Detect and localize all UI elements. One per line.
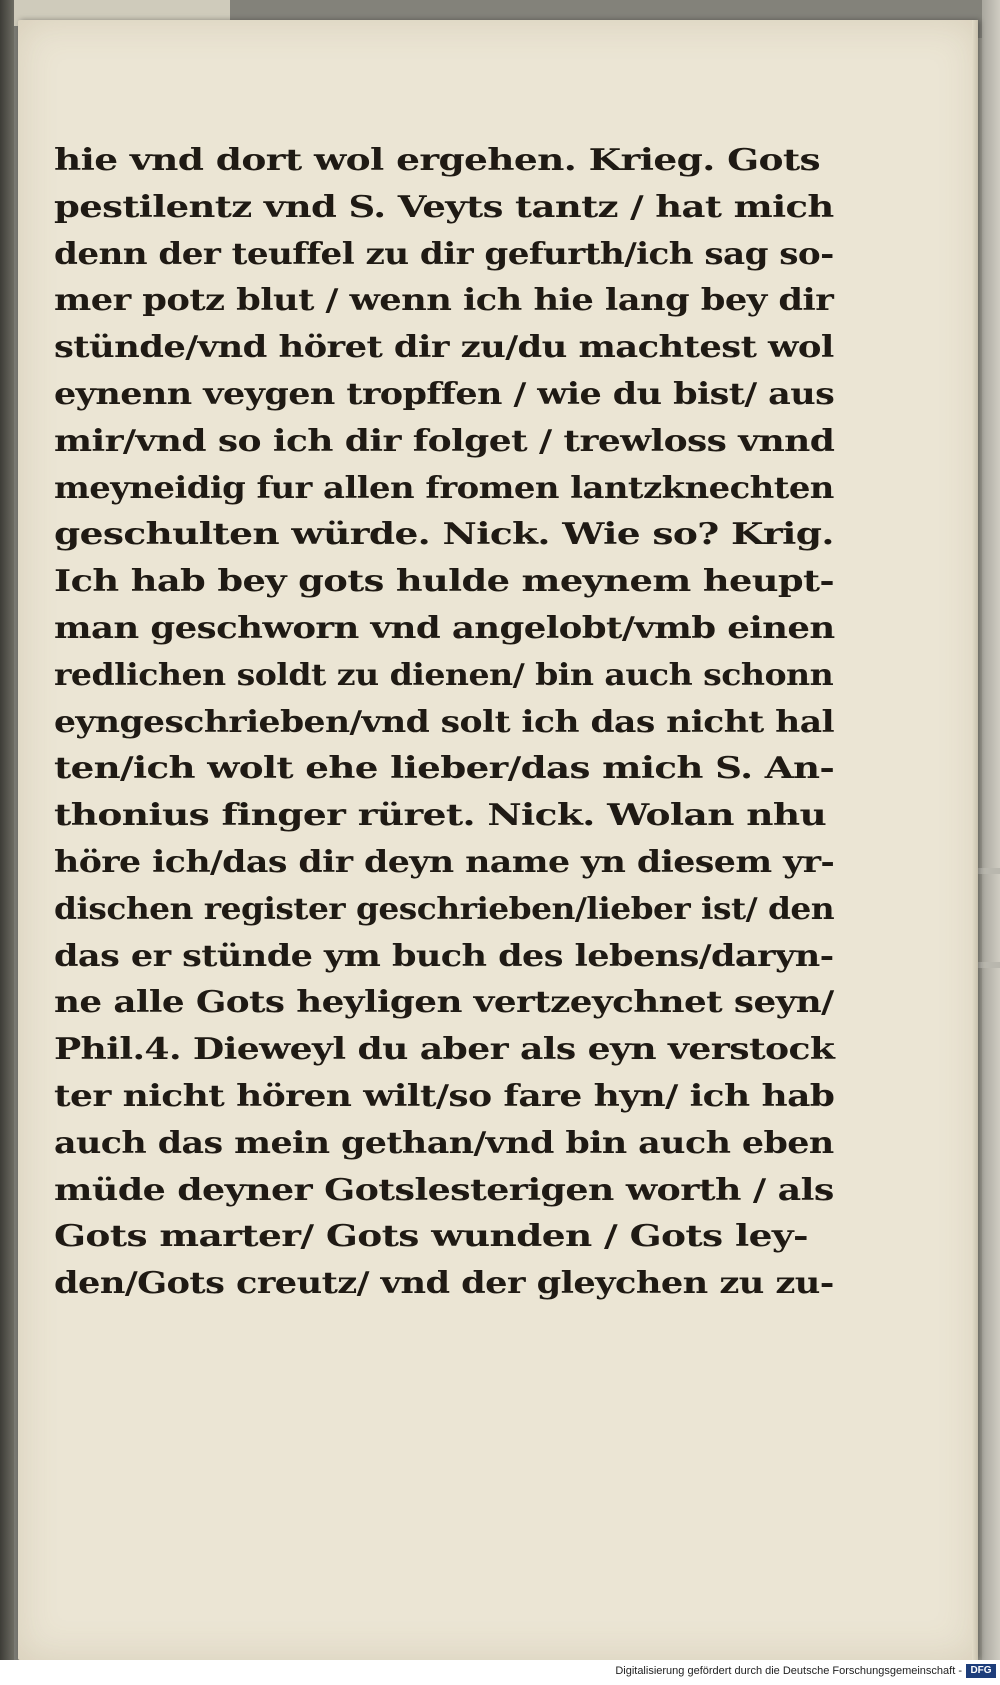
scan-left-edge xyxy=(0,0,14,1660)
text-line: auch das mein gethan/vnd bin auch eben xyxy=(54,1125,834,1161)
dfg-logo: DFG xyxy=(966,1664,996,1678)
text-line: eyngeschrieben/vnd solt ich das nicht hal xyxy=(54,704,835,740)
text-line: ne alle Gots heyligen vertzeychnet seyn/ xyxy=(54,985,834,1021)
text-line: das er stünde ym buch des lebens/daryn- xyxy=(54,938,834,974)
text-line: meyneidig fur allen fromen lantzknechten xyxy=(54,470,834,506)
digitization-credit: Digitalisierung gefördert durch die Deutsche Forschungsgemeinschaft - xyxy=(615,1665,962,1677)
text-line: stünde/vnd höret dir zu/du machtest wol xyxy=(54,330,834,366)
text-line: hie vnd dort wol ergehen. Krieg. Gots xyxy=(54,143,821,178)
footer-bar xyxy=(0,1660,1000,1685)
page-edge xyxy=(972,20,978,1660)
text-line: dischen register geschrieben/lieber ist/ den xyxy=(54,891,835,927)
text-line: ter nicht hören wilt/so fare hyn/ ich hab xyxy=(54,1078,835,1114)
book-page xyxy=(18,20,978,1660)
text-line: geschulten würde. Nick. Wie so? Krig. xyxy=(54,517,834,553)
text-line: pestilentz vnd S. Veyts tantz / hat mich xyxy=(54,189,834,225)
page-text xyxy=(54,138,834,1308)
text-line: man geschworn vnd angelobt/vmb einen xyxy=(54,610,835,646)
text-line: ten/ich wolt ehe lieber/das mich S. An- xyxy=(54,751,835,787)
text-line: mer potz blut / wenn ich hie lang bey dir xyxy=(54,283,834,319)
text-line: Ich hab bey gots hulde meynem heupt- xyxy=(54,564,835,600)
text-line: Gots marter/ Gots wunden / Gots ley- xyxy=(54,1219,808,1255)
text-line: den/Gots creutz/ vnd der gleychen zu zu- xyxy=(54,1266,834,1302)
text-line: eynenn veygen tropffen / wie du bist/ aus xyxy=(54,376,835,412)
text-line: Phil.4. Dieweyl du aber als eyn verstock xyxy=(54,1032,835,1068)
text-line: redlichen soldt zu dienen/ bin auch schonn xyxy=(54,657,834,693)
text-line: denn der teuffel zu dir gefurth/ich sag so- xyxy=(54,236,834,272)
text-line: höre ich/das dir deyn name yn diesem yr- xyxy=(54,844,835,880)
text-line: thonius finger rüret. Nick. Wolan nhu xyxy=(54,798,827,834)
text-line: müde deyner Gotslesterigen worth / als xyxy=(54,1172,834,1208)
text-line: mir/vnd so ich dir folget / trewloss vnnd xyxy=(54,423,835,459)
